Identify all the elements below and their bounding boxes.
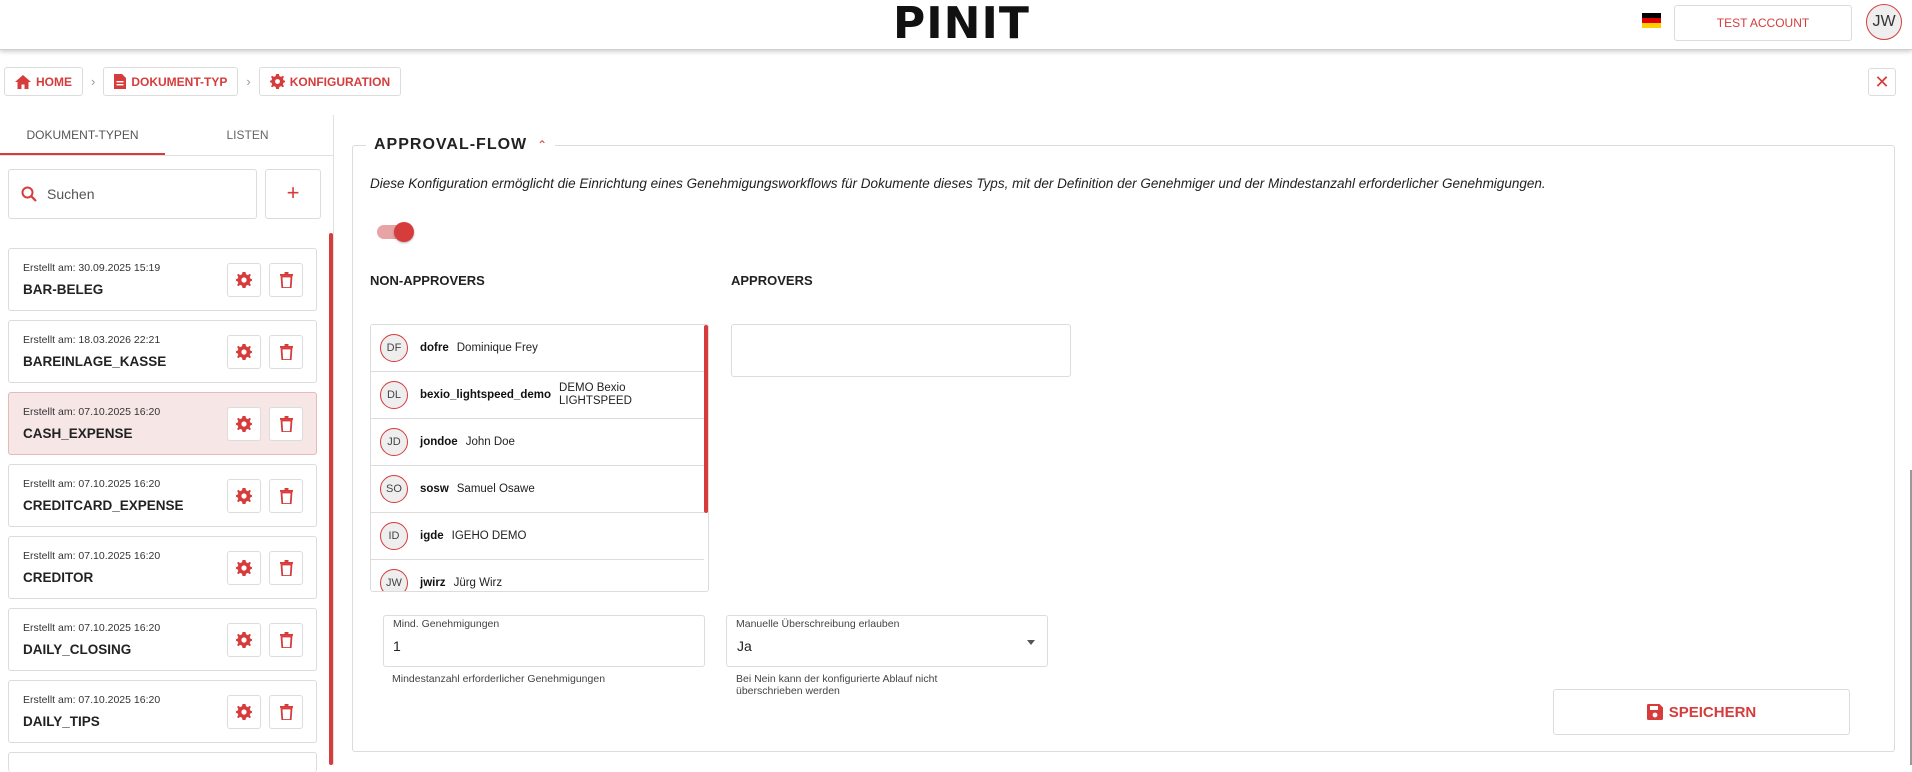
delete-button[interactable] [269,479,303,513]
doc-created-date: Erstellt am: 07.10.2025 16:20 [23,406,161,418]
gear-icon [236,272,252,288]
user-name: John Doe [465,435,515,448]
user-name: Samuel Osawe [456,482,535,495]
list-item[interactable] [371,466,704,513]
breadcrumb-separator-icon: › [246,74,251,89]
breadcrumb-home-label: HOME [36,74,72,89]
non-approvers-heading: NON-APPROVERS [370,273,485,288]
manual-override-hint: Bei Nein kann der konfigurierte Ablauf nicht überschrieben werden [736,673,938,697]
trash-icon [280,560,293,576]
delete-button[interactable] [269,551,303,585]
user-name: DEMO Bexio LIGHTSPEED [559,382,632,407]
home-icon [15,75,31,89]
avatar: JD [380,428,408,456]
list-item[interactable] [8,752,317,772]
breadcrumb-configuration-label: KONFIGURATION [289,74,391,89]
doc-type-name: BAREINLAGE_KASSE [23,354,167,369]
save-label: SPEICHERN [1668,703,1757,721]
avatar: DL [380,381,408,409]
trash-icon [280,416,293,432]
panel-header[interactable] [366,133,555,157]
configure-button[interactable] [227,551,261,585]
sidebar-scrollbar[interactable] [329,233,333,765]
list-item[interactable] [371,325,704,372]
delete-button[interactable] [269,407,303,441]
avatar: ID [380,522,408,550]
gear-icon [236,560,252,576]
user-name: Dominique Frey [456,341,538,354]
list-item[interactable] [371,419,704,466]
configure-button[interactable] [227,479,261,513]
delete-button[interactable] [269,335,303,369]
test-account-button[interactable]: TEST ACCOUNT [1674,5,1852,41]
approvers-list[interactable] [731,324,1071,377]
list-item[interactable] [8,320,317,383]
doc-type-name: DAILY_CLOSING [23,642,132,657]
delete-button[interactable] [269,623,303,657]
plus-icon: + [286,180,300,205]
configure-button[interactable] [227,407,261,441]
doc-type-name: DAILY_TIPS [23,714,100,729]
doc-type-name: CASH_EXPENSE [23,426,133,441]
breadcrumb-document-type[interactable] [103,67,238,96]
toggle-knob [394,222,414,242]
tab-lists[interactable]: LISTEN [226,128,269,142]
list-item[interactable] [371,372,704,419]
gear-icon [236,488,252,504]
sidebar [0,115,334,765]
save-icon [1647,704,1663,720]
trash-icon [280,344,293,360]
panel-title: APPROVAL-FLOW [374,136,528,153]
save-button[interactable] [1553,689,1850,735]
search-input[interactable] [47,186,227,202]
user-login: bexio_lightspeed_demo [420,389,552,401]
doc-created-date: Erstellt am: 07.10.2025 16:20 [23,478,161,490]
min-approvals-label: Mind. Genehmigungen [393,618,500,630]
sidebar-tabs [0,115,333,156]
configure-button[interactable] [227,335,261,369]
trash-icon [280,272,293,288]
tab-document-types[interactable]: DOKUMENT-TYPEN [0,115,165,155]
doc-created-date: Erstellt am: 07.10.2025 16:20 [23,694,161,706]
user-login: jondoe [420,436,458,448]
close-icon: ✕ [1874,71,1890,92]
manual-override-value: Ja [737,638,752,654]
breadcrumb-configuration[interactable] [259,67,401,96]
doc-created-date: Erstellt am: 30.09.2025 15:19 [23,262,161,274]
gear-icon [270,74,285,89]
manual-override-label: Manuelle Überschreibung erlauben [736,618,900,630]
user-avatar[interactable]: JW [1866,4,1902,40]
document-icon [114,74,126,89]
user-login: jwirz [420,577,446,589]
approval-flow-toggle[interactable] [377,225,411,239]
doc-created-date: Erstellt am: 18.03.2026 22:21 [23,334,161,346]
list-item[interactable] [8,392,317,455]
configure-button[interactable] [227,263,261,297]
trash-icon [280,488,293,504]
trash-icon [280,632,293,648]
search-icon [21,186,37,202]
min-approvals-field[interactable] [383,615,705,667]
configure-button[interactable] [227,695,261,729]
user-name: Jürg Wirz [453,576,503,589]
user-name: IGEHO DEMO [451,529,527,542]
delete-button[interactable] [269,263,303,297]
list-item[interactable] [8,536,317,599]
breadcrumb-home[interactable] [4,67,83,96]
chevron-down-icon [1027,640,1035,645]
search-field[interactable] [8,169,257,219]
document-type-list [8,248,318,772]
list-item[interactable] [371,513,704,560]
avatar: SO [380,475,408,503]
top-bar [0,0,1912,50]
doc-created-date: Erstellt am: 07.10.2025 16:20 [23,622,161,634]
chevron-up-icon[interactable]: ⌃ [537,138,548,152]
avatar: DF [380,334,408,362]
trash-icon [280,704,293,720]
gear-icon [236,416,252,432]
delete-button[interactable] [269,695,303,729]
min-approvals-hint: Mindestanzahl erforderlicher Genehmigungen [392,673,606,685]
gear-icon [236,344,252,360]
pinit-logo[interactable]: PINIT [893,0,1030,49]
panel-description: Diese Konfiguration ermöglicht die Einrichtung eines Genehmigungsworkflows für Dokumente dieses Typs, mit der Definition der Genehmiger und der Mindestanzahl erforderlicher Genehmigungen. [370,176,1546,191]
manual-override-select[interactable] [726,615,1048,667]
gear-icon [236,704,252,720]
list-item[interactable] [8,680,317,743]
close-button[interactable] [1868,68,1896,96]
doc-type-name: CREDITOR [23,570,94,585]
list-item[interactable] [8,608,317,671]
list-item[interactable] [8,464,317,527]
doc-type-name: BAR-BELEG [23,282,104,297]
user-login: sosw [420,483,449,495]
list-item[interactable] [371,560,704,592]
non-approvers-scrollbar[interactable] [704,325,708,513]
gear-icon [236,632,252,648]
breadcrumb [4,67,401,96]
doc-created-date: Erstellt am: 07.10.2025 16:20 [23,550,161,562]
avatar: JW [380,569,408,592]
doc-type-name: CREDITCARD_EXPENSE [23,498,184,513]
non-approvers-list[interactable] [370,324,709,592]
list-item[interactable] [8,248,317,311]
breadcrumb-separator-icon: › [91,74,96,89]
min-approvals-input[interactable]: 1 [393,638,401,654]
user-login: dofre [420,342,449,354]
approvers-heading: APPROVERS [731,273,813,288]
breadcrumb-document-type-label: DOKUMENT-TYP [131,74,228,89]
configure-button[interactable] [227,623,261,657]
add-document-type-button[interactable] [265,169,321,219]
user-login: igde [420,530,444,542]
german-flag-icon[interactable] [1642,13,1661,28]
